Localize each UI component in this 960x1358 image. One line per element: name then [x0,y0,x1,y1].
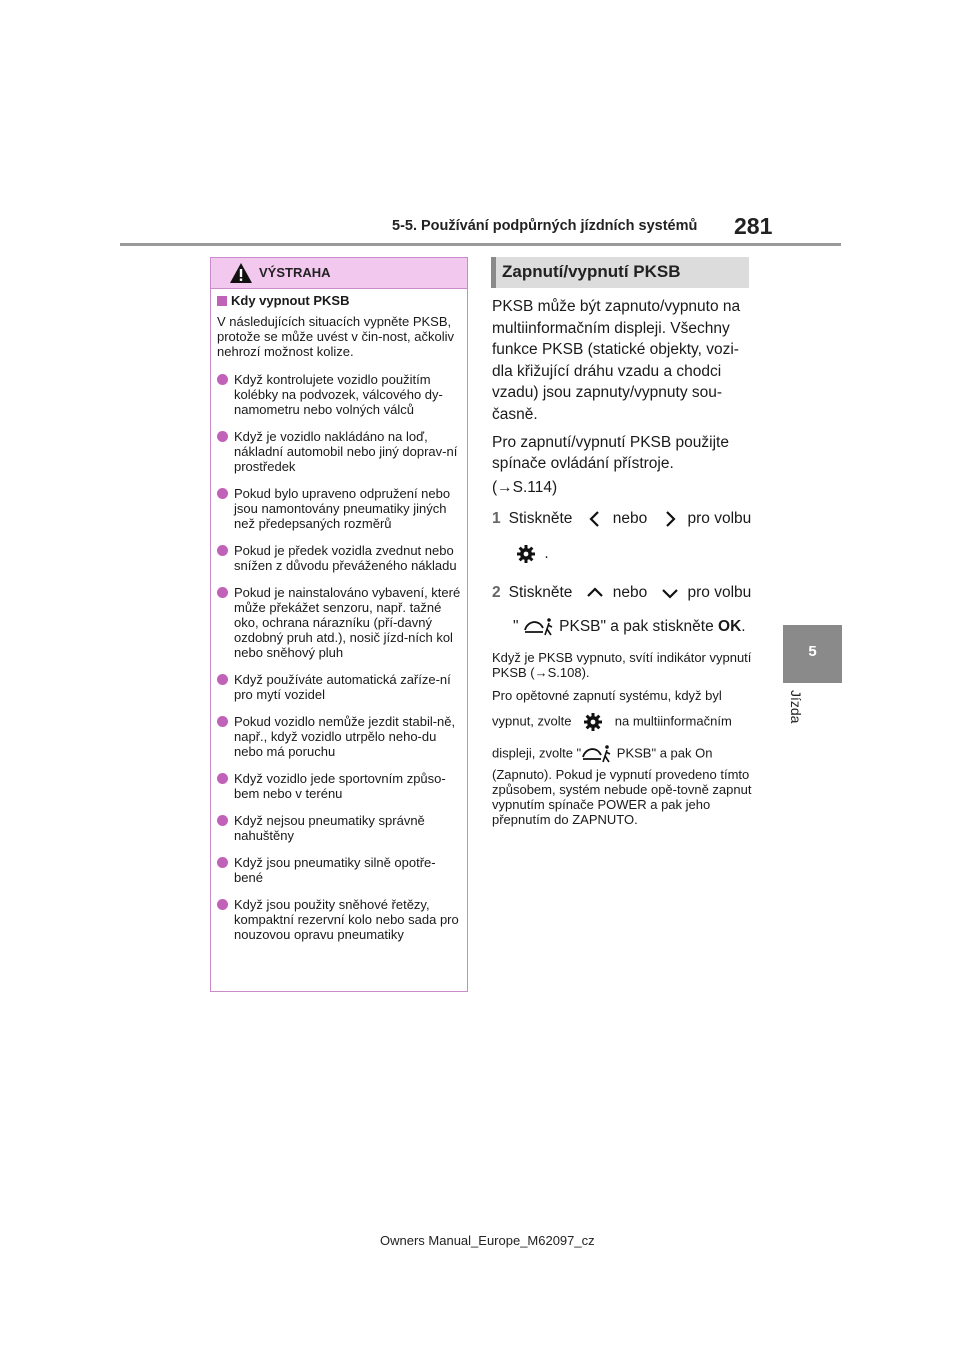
chevron-up-icon [585,583,605,603]
warning-intro: V následujících situacích vypněte PKSB, protože se může uvést v čin-nost, ačkoliv nehrozí možnost kolize. [217,314,454,359]
page-number: 281 [734,213,773,239]
list-item [217,486,461,531]
instruction-text: Pro zapnutí/vypnutí PKSB použijte spínače ovládání přístroje. [492,434,729,472]
bullet-icon [217,488,228,499]
list-item [217,372,461,417]
list-item [217,672,461,702]
note-reenable-line3 [492,744,754,764]
step-1-line2 [516,544,549,564]
step-text: . [741,618,746,636]
list-item [217,855,461,885]
section-heading-text: Zapnutí/vypnutí PKSB [502,262,681,281]
intro-paragraph: PKSB může být zapnuto/vypnuto na multiinformačním displeji. Všechny funkce PKSB (statické objekty, vozi-dla křižující dráhu vzadu a chodci vzadu) jsou zapnuty/vypnuty sou-časně. [492,298,741,423]
list-item-text: Pokud bylo upraveno odpružení nebo jsou namontovány pneumatiky jiných než předepsaných rozměrů [234,486,451,531]
header-divider [120,243,841,246]
note-reenable-rest: (Zapnuto). Pokud je vypnutí provedeno tímto způsobem, systém nebude opě-tovně zapnut vypnutím spínače POWER a pak jeho přepnutím do ZAPNUTO. [492,767,752,827]
list-item-text: Když používáte automatická zaříze-ní pro mytí vozidel [234,672,451,702]
section-header: 5-5. Používání podpůrných jízdních systémů [392,218,698,234]
bullet-icon [217,716,228,727]
step-text: pro volbu [687,510,752,528]
list-item-text: Když jsou pneumatiky silně opotře-bené [234,855,436,885]
warning-title: VÝSTRAHA [259,265,331,280]
bullet-icon [217,374,228,385]
chapter-label [782,690,808,750]
note-text: na multiinformačním [614,713,732,729]
warning-subheading [217,293,461,308]
step-number: 2 [492,584,501,602]
step-text: " [513,618,519,636]
step-text: Stiskněte [508,584,573,602]
step-2-line2 [513,617,746,637]
chevron-left-icon [585,509,605,529]
bullet-icon [217,899,228,910]
step-text: nebo [612,584,648,602]
step-text: nebo [612,510,648,528]
bullet-icon [217,587,228,598]
note-text: vypnut, zvolte [492,713,572,729]
list-item [217,429,461,474]
step-text: Stiskněte [508,510,573,528]
note-text: Pro opětovné zapnutí systému, když byl [492,688,722,703]
note-reenable-line2 [492,712,754,732]
list-item [217,585,461,660]
step-2 [492,583,751,603]
step-text: PKSB" a pak stiskněte [559,618,714,636]
bullet-icon [217,815,228,826]
bullet-icon [217,545,228,556]
list-item-text: Když je vozidlo nakládáno na loď, nákladní automobil nebo jiný doprav-ní prostředek [234,429,458,474]
chapter-number: 5 [808,643,817,660]
list-item-text: Když vozidlo jede sportovním způso-bem nebo v terénu [234,771,446,801]
step-text: . [544,545,549,563]
list-item [217,771,461,801]
warning-box [210,257,468,992]
footer-text: Owners Manual_Europe_M62097_cz [380,1233,595,1248]
section-heading-bar [491,257,496,288]
bullet-icon [217,431,228,442]
list-item-text: Pokud je předek vozidla zvednut nebo snížen z důvodu převáženého nákladu [234,543,457,573]
settings-gear-icon [583,712,603,732]
list-item-text: Pokud vozidlo nemůže jezdit stabil-ně, např., když vozidlo utrpělo neho-du nebo má poruchu [234,714,456,759]
list-item [217,897,461,942]
chevron-down-icon [660,583,680,603]
bullet-icon [217,857,228,868]
step-1 [492,509,751,529]
step-number: 1 [492,510,501,528]
warning-body [211,289,467,942]
list-item [217,714,461,759]
list-item-text: Když kontrolujete vozidlo použitím kolébky na podvozek, válcového dy-namometru nebo volných válců [234,372,443,417]
section-heading [491,257,749,288]
list-item [217,543,461,573]
pksb-car-icon [523,617,555,637]
chevron-right-icon [660,509,680,529]
note-off-indicator: Když je PKSB vypnuto, svítí indikátor vypnutí PKSB (→S.108). [492,650,752,680]
note-text: PKSB" a pak On [616,745,713,761]
square-bullet-icon [217,296,227,306]
bullet-icon [217,674,228,685]
chapter-tab [783,625,842,683]
list-item [217,813,461,843]
list-item-text: Když nejsou pneumatiky správně nahuštěny [234,813,425,843]
step-text: pro volbu [687,584,752,602]
ok-button-symbol: OK [718,618,742,636]
warning-header [211,258,467,289]
note-text: displeji, zvolte " [492,745,582,761]
page-reference: (→S.114) [492,479,558,496]
list-item-text: Pokud je nainstalováno vybavení, které může překážet senzoru, např. tažné oko, ochrana nárazníku (pří-davný ozdobný pruh atd.), nosič jízd-ních kol nebo sněhový pluh [234,585,461,660]
settings-gear-icon [516,544,536,564]
warning-subheading-text: Kdy vypnout PKSB [231,293,350,308]
instruction-paragraph [492,432,754,498]
chapter-label-text: Jízda [788,690,804,724]
note-reenable [492,688,754,703]
list-item-text: Když jsou použity sněhové řetězy, kompaktní rezervní kolo nebo sada pro nouzovou opravu pneumatiky [234,897,459,942]
warning-triangle-icon [229,262,253,284]
pksb-car-icon [581,744,613,764]
bullet-icon [217,773,228,784]
